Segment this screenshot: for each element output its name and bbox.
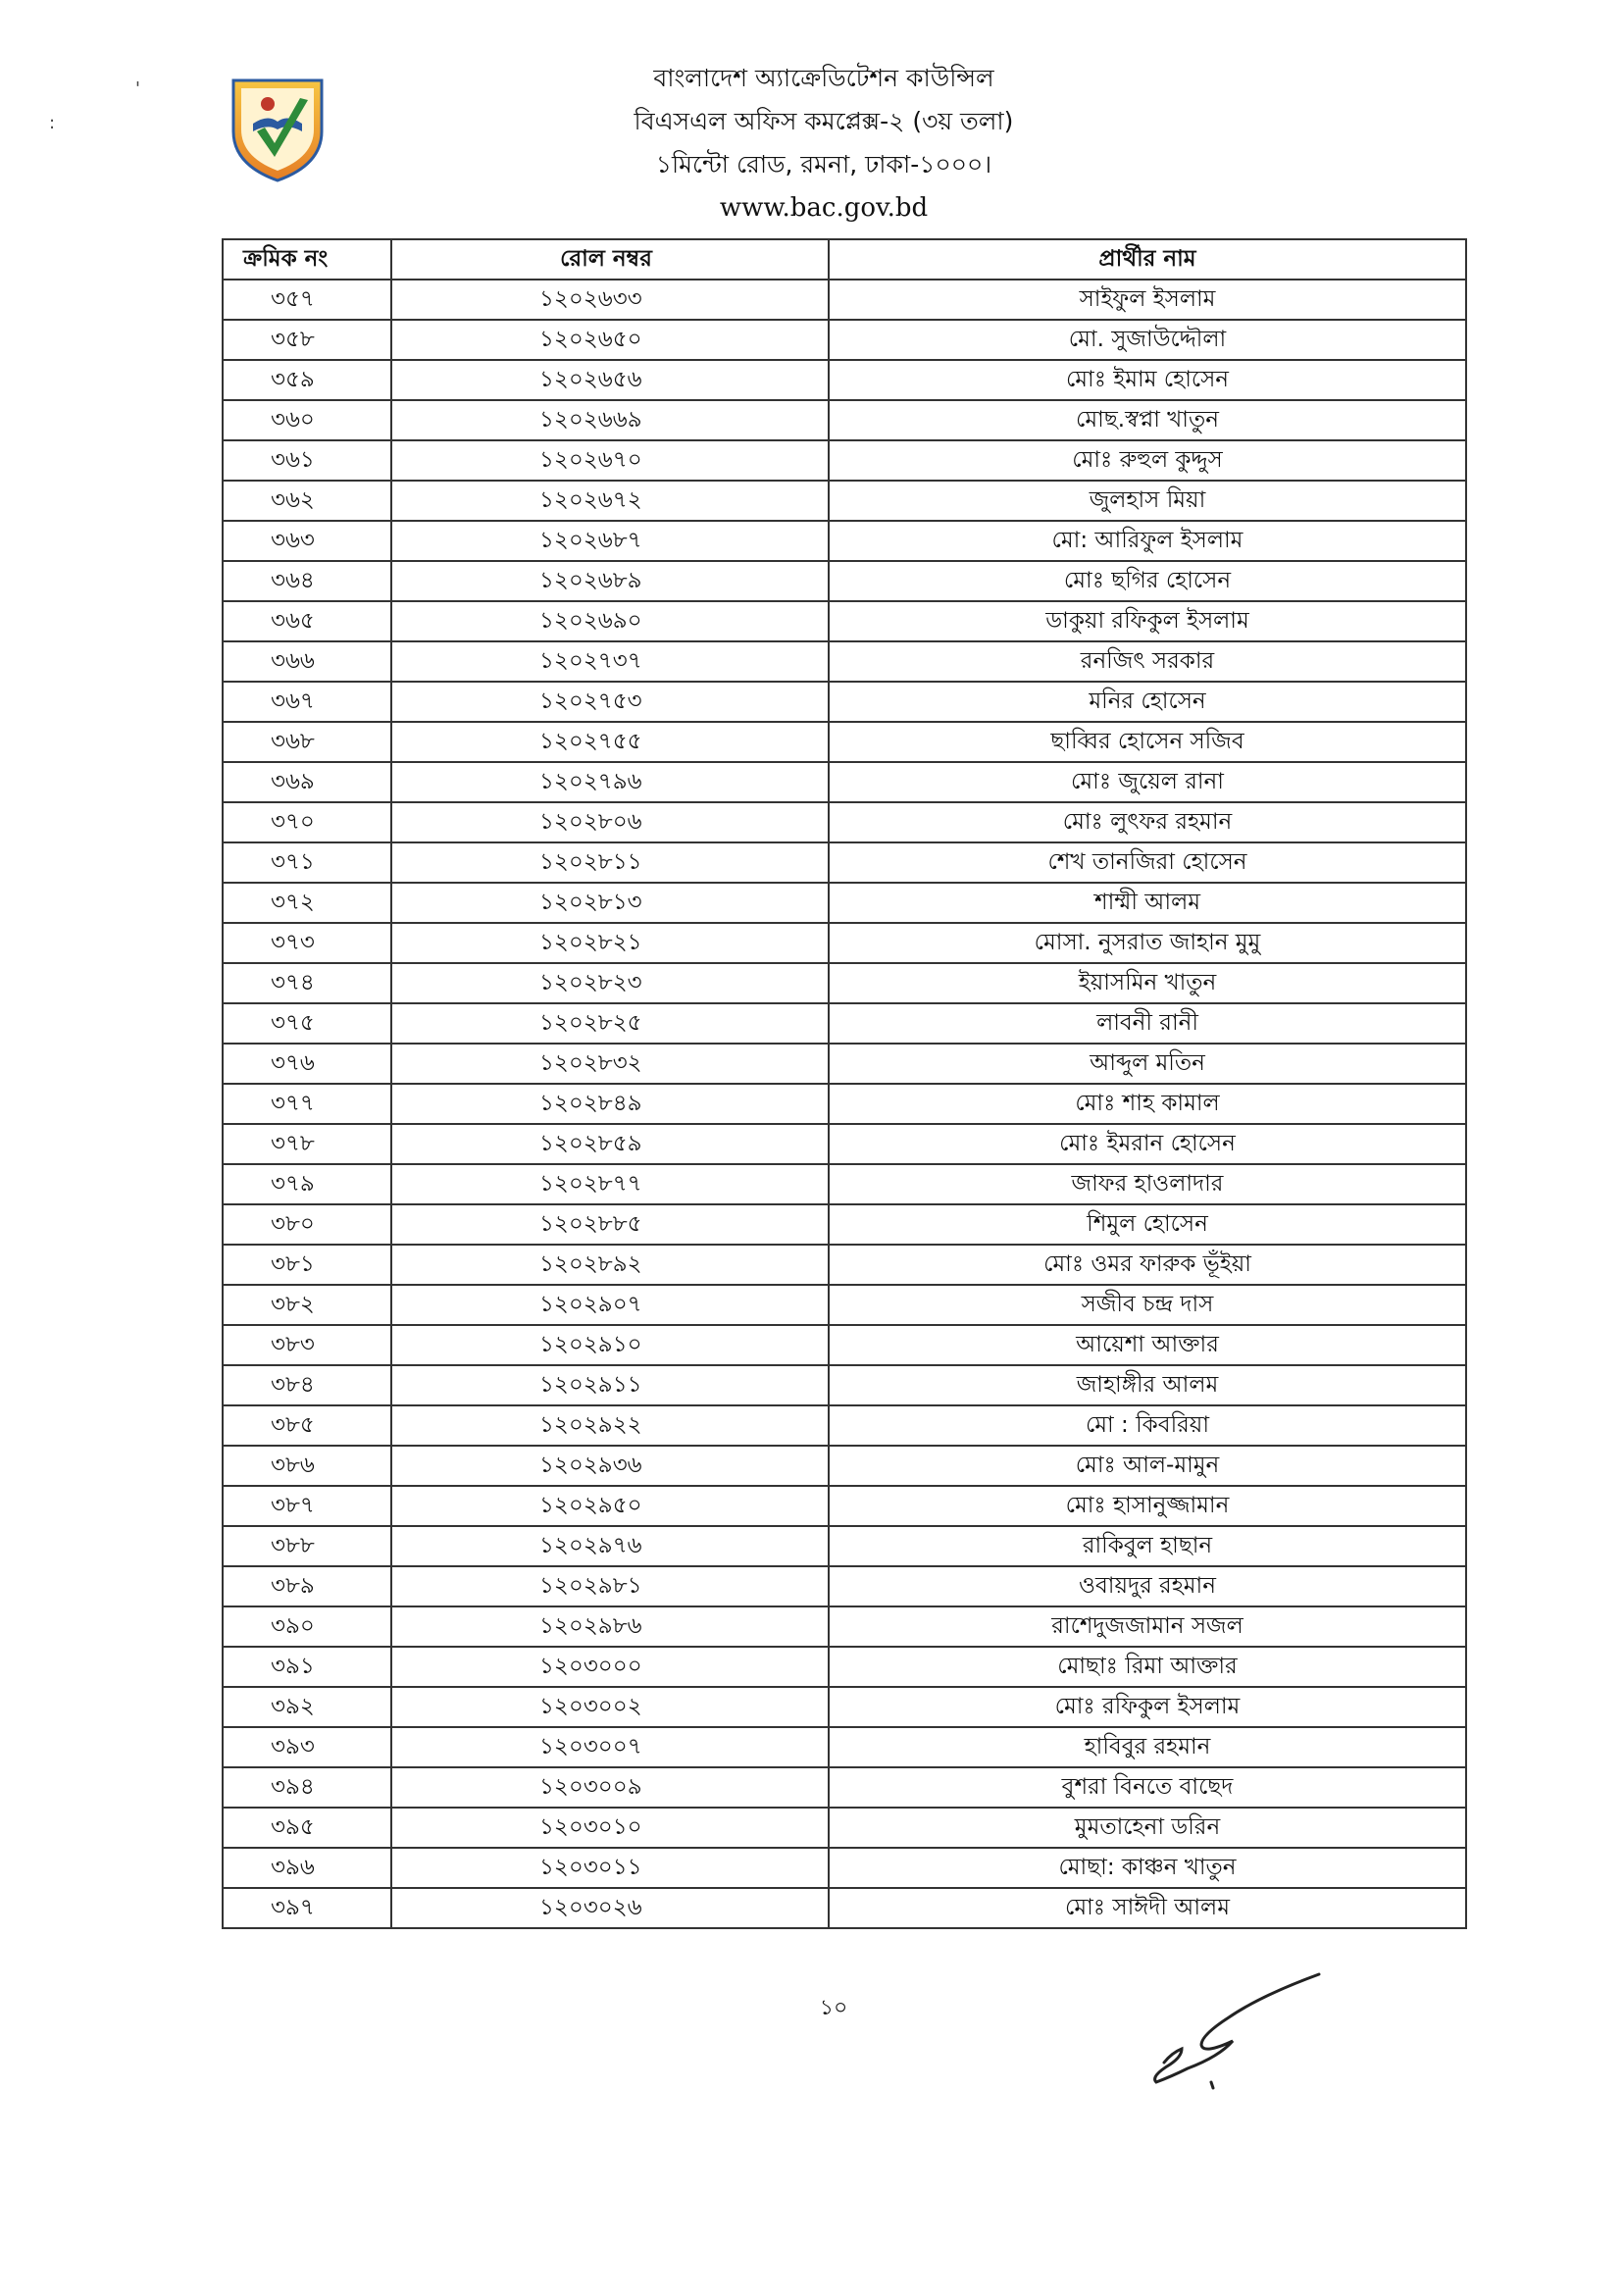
roll-number-cell: ১২০৩০০২ [391, 1687, 829, 1727]
table-row [223, 1405, 1466, 1446]
table-row [223, 440, 1466, 481]
roll-number-cell: ১২০২৮৯২ [391, 1245, 829, 1285]
table-row [223, 1003, 1466, 1044]
candidate-name-cell: মোঃ রফিকুল ইসলাম [829, 1687, 1466, 1727]
table-row [223, 320, 1466, 360]
serial-cell: ৩৮৩ [223, 1325, 391, 1365]
column-header-name: প্রার্থীর নাম [829, 239, 1466, 280]
candidate-table-container [222, 238, 1465, 1929]
roll-number-cell: ১২০২৬৬৯ [391, 400, 829, 440]
roll-number-cell: ১২০৩০০৭ [391, 1727, 829, 1767]
candidate-name-cell: মোঃ হাসানুজ্জামান [829, 1486, 1466, 1526]
table-header-row [223, 239, 1466, 280]
roll-number-cell: ১২০২৬৭২ [391, 481, 829, 521]
candidate-name-cell: মো. সুজাউদ্দৌলা [829, 320, 1466, 360]
candidate-name-cell: মোছা: কাঞ্চন খাতুন [829, 1848, 1466, 1888]
candidate-name-cell: মোঃ ওমর ফারুক ভূঁইয়া [829, 1245, 1466, 1285]
roll-number-cell: ১২০২৮৩২ [391, 1044, 829, 1084]
roll-number-cell: ১২০২৮১১ [391, 842, 829, 883]
serial-cell: ৩৯৩ [223, 1727, 391, 1767]
roll-number-cell: ১২০২৮২১ [391, 923, 829, 963]
table-row [223, 280, 1466, 320]
bac-logo-icon [224, 67, 331, 184]
candidate-name-cell: আয়েশা আক্তার [829, 1325, 1466, 1365]
table-body [223, 280, 1466, 1928]
roll-number-cell: ১২০২৯২২ [391, 1405, 829, 1446]
roll-number-cell: ১২০২৬৩৩ [391, 280, 829, 320]
table-row [223, 1808, 1466, 1848]
candidate-name-cell: বুশরা বিনতে বাছেদ [829, 1767, 1466, 1808]
roll-number-cell: ১২০৩০২৬ [391, 1888, 829, 1928]
candidate-name-cell: মোঃ ছগির হোসেন [829, 561, 1466, 601]
roll-number-cell: ১২০২৮৫৯ [391, 1124, 829, 1164]
table-row [223, 1687, 1466, 1727]
serial-cell: ৩৯১ [223, 1647, 391, 1687]
table-row [223, 802, 1466, 842]
roll-number-cell: ১২০২৮৪৯ [391, 1084, 829, 1124]
scan-mark: ' [135, 78, 140, 99]
roll-number-cell: ১২০২৬৭০ [391, 440, 829, 481]
roll-number-cell: ১২০২৯০৭ [391, 1285, 829, 1325]
roll-number-cell: ১২০২৬৮৯ [391, 561, 829, 601]
table-row [223, 521, 1466, 561]
serial-cell: ৩৯০ [223, 1606, 391, 1647]
candidate-name-cell: মনির হোসেন [829, 682, 1466, 722]
table-row [223, 1647, 1466, 1687]
roll-number-cell: ১২০২৮০৬ [391, 802, 829, 842]
candidate-name-cell: মোঃ জুয়েল রানা [829, 762, 1466, 802]
candidate-name-cell: লাবনী রানী [829, 1003, 1466, 1044]
organization-name: বাংলাদেশ অ্যাক্রেডিটেশন কাউন্সিল [653, 64, 994, 92]
table-row [223, 1566, 1466, 1606]
table-row [223, 1486, 1466, 1526]
serial-cell: ৩৯৭ [223, 1888, 391, 1928]
candidate-name-cell: ওবায়দুর রহমান [829, 1566, 1466, 1606]
roll-number-cell: ১২০২৯৭৬ [391, 1526, 829, 1566]
table-row [223, 1204, 1466, 1245]
table-row [223, 1767, 1466, 1808]
candidate-name-cell: মোছ.স্বপ্না খাতুন [829, 400, 1466, 440]
serial-cell: ৩৮১ [223, 1245, 391, 1285]
candidate-name-cell: শাম্মী আলম [829, 883, 1466, 923]
table-row [223, 1285, 1466, 1325]
table-row [223, 1124, 1466, 1164]
column-header-serial: ক্রমিক নং [223, 239, 391, 280]
candidate-name-cell: শেখ তানজিরা হোসেন [829, 842, 1466, 883]
serial-cell: ৩৬৫ [223, 601, 391, 641]
table-row [223, 1084, 1466, 1124]
serial-cell: ৩৭৬ [223, 1044, 391, 1084]
page-number: ১০ [819, 1996, 848, 2020]
roll-number-cell: ১২০২৭৯৬ [391, 762, 829, 802]
serial-cell: ৩৬২ [223, 481, 391, 521]
candidate-name-cell: মোঃ সাঈদী আলম [829, 1888, 1466, 1928]
roll-number-cell: ১২০২৮২৩ [391, 963, 829, 1003]
roll-number-cell: ১২০৩০০৯ [391, 1767, 829, 1808]
candidate-table [222, 238, 1467, 1929]
serial-cell: ৩৮৮ [223, 1526, 391, 1566]
serial-cell: ৩৬৩ [223, 521, 391, 561]
roll-number-cell: ১২০২৭৫৩ [391, 682, 829, 722]
serial-cell: ৩৫৯ [223, 360, 391, 400]
roll-number-cell: ১২০২৬৯০ [391, 601, 829, 641]
serial-cell: ৩৮২ [223, 1285, 391, 1325]
serial-cell: ৩৬৭ [223, 682, 391, 722]
roll-number-cell: ১২০২৯৩৬ [391, 1446, 829, 1486]
table-row [223, 400, 1466, 440]
candidate-name-cell: ডাকুয়া রফিকুল ইসলাম [829, 601, 1466, 641]
letterhead [549, 57, 1098, 229]
table-row [223, 641, 1466, 682]
roll-number-cell: ১২০৩০১০ [391, 1808, 829, 1848]
table-row [223, 1325, 1466, 1365]
candidate-name-cell: রাকিবুল হাছান [829, 1526, 1466, 1566]
table-row [223, 1727, 1466, 1767]
roll-number-cell: ১২০২৬৫৬ [391, 360, 829, 400]
table-row [223, 1446, 1466, 1486]
candidate-name-cell: ছাব্বির হোসেন সজিব [829, 722, 1466, 762]
table-row [223, 1044, 1466, 1084]
roll-number-cell: ১২০২৮৭৭ [391, 1164, 829, 1204]
candidate-name-cell: জাফর হাওলাদার [829, 1164, 1466, 1204]
table-row [223, 561, 1466, 601]
candidate-name-cell: সজীব চন্দ্র দাস [829, 1285, 1466, 1325]
candidate-name-cell: মোঃ আল-মামুন [829, 1446, 1466, 1486]
serial-cell: ৩৬৯ [223, 762, 391, 802]
serial-cell: ৩৭৪ [223, 963, 391, 1003]
candidate-name-cell: হাবিবুর রহমান [829, 1727, 1466, 1767]
serial-cell: ৩৭৯ [223, 1164, 391, 1204]
candidate-name-cell: শিমুল হোসেন [829, 1204, 1466, 1245]
serial-cell: ৩৭৩ [223, 923, 391, 963]
serial-cell: ৩৭২ [223, 883, 391, 923]
candidate-name-cell: মোঃ রুহুল কুদ্দুস [829, 440, 1466, 481]
candidate-name-cell: মোঃ লুৎফর রহমান [829, 802, 1466, 842]
serial-cell: ৩৯৬ [223, 1848, 391, 1888]
roll-number-cell: ১২০২৯৮১ [391, 1566, 829, 1606]
roll-number-cell: ১২০২৮২৫ [391, 1003, 829, 1044]
serial-cell: ৩৬৪ [223, 561, 391, 601]
table-row [223, 722, 1466, 762]
table-row [223, 923, 1466, 963]
serial-cell: ৩৬১ [223, 440, 391, 481]
roll-number-cell: ১২০২৯৮৬ [391, 1606, 829, 1647]
candidate-name-cell: মো: আরিফুল ইসলাম [829, 521, 1466, 561]
candidate-name-cell: মুমতাহেনা ডরিন [829, 1808, 1466, 1848]
candidate-name-cell: মোঃ ইমরান হোসেন [829, 1124, 1466, 1164]
table-row [223, 1365, 1466, 1405]
table-row [223, 360, 1466, 400]
table-row [223, 1606, 1466, 1647]
candidate-name-cell: মোঃ ইমাম হোসেন [829, 360, 1466, 400]
serial-cell: ৩৬৮ [223, 722, 391, 762]
roll-number-cell: ১২০২৬৫০ [391, 320, 829, 360]
candidate-name-cell: মো : কিবরিয়া [829, 1405, 1466, 1446]
serial-cell: ৩৭৮ [223, 1124, 391, 1164]
serial-cell: ৩৬৬ [223, 641, 391, 682]
roll-number-cell: ১২০৩০১১ [391, 1848, 829, 1888]
table-row [223, 601, 1466, 641]
candidate-name-cell: মোসা. নুসরাত জাহান মুমু [829, 923, 1466, 963]
signature-icon [1142, 1966, 1329, 2094]
serial-cell: ৩৮৫ [223, 1405, 391, 1446]
table-row [223, 481, 1466, 521]
serial-cell: ৩৮৯ [223, 1566, 391, 1606]
candidate-name-cell: রাশেদুজজামান সজল [829, 1606, 1466, 1647]
roll-number-cell: ১২০২৯১০ [391, 1325, 829, 1365]
serial-cell: ৩৮৬ [223, 1446, 391, 1486]
table-row [223, 1526, 1466, 1566]
serial-cell: ৩৮০ [223, 1204, 391, 1245]
table-row [223, 1164, 1466, 1204]
candidate-name-cell: সাইফুল ইসলাম [829, 280, 1466, 320]
table-row [223, 1245, 1466, 1285]
serial-cell: ৩৭৭ [223, 1084, 391, 1124]
candidate-name-cell: জুলহাস মিয়া [829, 481, 1466, 521]
table-row [223, 762, 1466, 802]
address-line-2: ১মিন্টো রোড, রমনা, ঢাকা-১০০০। [655, 150, 992, 178]
table-row [223, 883, 1466, 923]
serial-cell: ৩৭১ [223, 842, 391, 883]
serial-cell: ৩৯২ [223, 1687, 391, 1727]
serial-cell: ৩৮৪ [223, 1365, 391, 1405]
website-link[interactable]: www.bac.gov.bd [719, 193, 929, 223]
roll-number-cell: ১২০২৭৩৭ [391, 641, 829, 682]
roll-number-cell: ১২০২৯১১ [391, 1365, 829, 1405]
serial-cell: ৩৭০ [223, 802, 391, 842]
candidate-name-cell: মোছাঃ রিমা আক্তার [829, 1647, 1466, 1687]
candidate-name-cell: মোঃ শাহ কামাল [829, 1084, 1466, 1124]
serial-cell: ৩৯৪ [223, 1767, 391, 1808]
serial-cell: ৩৭৫ [223, 1003, 391, 1044]
table-row [223, 1888, 1466, 1928]
roll-number-cell: ১২০২৮১৩ [391, 883, 829, 923]
column-header-roll: রোল নম্বর [391, 239, 829, 280]
candidate-name-cell: জাহাঙ্গীর আলম [829, 1365, 1466, 1405]
roll-number-cell: ১২০২৭৫৫ [391, 722, 829, 762]
candidate-name-cell: রনজিৎ সরকার [829, 641, 1466, 682]
serial-cell: ৩৬০ [223, 400, 391, 440]
serial-cell: ৩৯৫ [223, 1808, 391, 1848]
serial-cell: ৩৫৭ [223, 280, 391, 320]
table-row [223, 1848, 1466, 1888]
address-line-1: বিএসএল অফিস কমপ্লেক্স-২ (৩য় তলা) [634, 107, 1014, 135]
roll-number-cell: ১২০২৯৫০ [391, 1486, 829, 1526]
table-row [223, 682, 1466, 722]
roll-number-cell: ১২০২৮৮৫ [391, 1204, 829, 1245]
roll-number-cell: ১২০৩০০০ [391, 1647, 829, 1687]
table-row [223, 963, 1466, 1003]
serial-cell: ৩৮৭ [223, 1486, 391, 1526]
candidate-name-cell: ইয়াসমিন খাতুন [829, 963, 1466, 1003]
scan-mark: : [49, 113, 56, 133]
roll-number-cell: ১২০২৬৮৭ [391, 521, 829, 561]
candidate-name-cell: আব্দুল মতিন [829, 1044, 1466, 1084]
table-row [223, 842, 1466, 883]
serial-cell: ৩৫৮ [223, 320, 391, 360]
